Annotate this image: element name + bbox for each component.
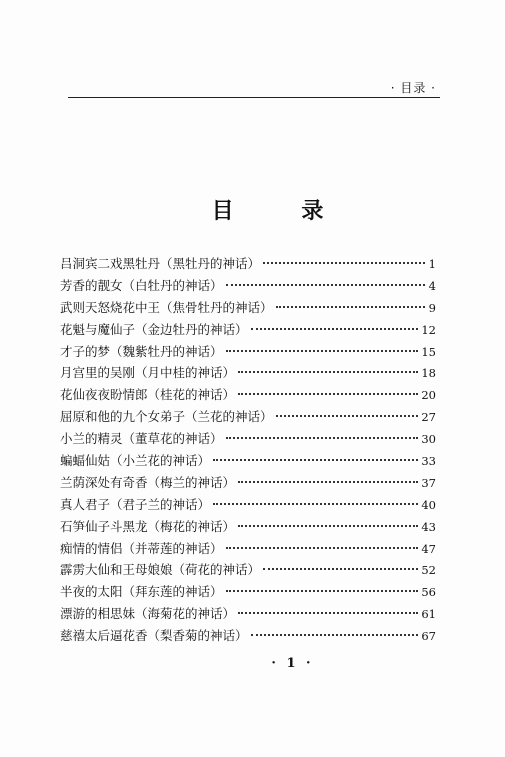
toc-entry-page: 43 xyxy=(421,519,436,534)
toc-entry-page: 9 xyxy=(428,300,436,315)
toc-entry-page: 33 xyxy=(421,454,436,469)
toc-entry-page: 4 xyxy=(428,278,436,293)
toc-entry xyxy=(60,625,436,647)
toc-entry-page: 27 xyxy=(421,410,436,425)
toc-entry xyxy=(60,362,436,384)
toc-entry xyxy=(60,603,436,625)
toc-entry-title: 痴情的情侣（并蒂莲的神话） xyxy=(60,540,223,556)
dot-leader xyxy=(226,590,419,592)
toc-entry-title: 花魁与魔仙子（金边牡丹的神话） xyxy=(60,321,248,337)
dot-leader xyxy=(276,306,425,308)
toc-entry xyxy=(60,384,436,406)
toc-entry-page: 37 xyxy=(421,475,436,490)
dot-leader xyxy=(226,437,419,439)
toc-entry xyxy=(60,253,436,275)
dot-leader xyxy=(263,568,418,570)
toc-entry xyxy=(60,516,436,538)
toc-entry-page: 67 xyxy=(421,629,436,644)
dot-leader xyxy=(226,547,419,549)
toc-entry xyxy=(60,319,436,341)
toc-list xyxy=(60,253,436,647)
dot-leader xyxy=(251,634,419,636)
toc-entry-title: 武则天怒烧花中王（焦骨牡丹的神话） xyxy=(60,299,273,315)
toc-entry-title: 吕洞宾二戏黑牡丹（黑牡丹的神话） xyxy=(60,256,261,271)
toc-entry-page: 61 xyxy=(421,607,436,622)
toc-entry-page: 20 xyxy=(421,388,436,403)
toc-entry-title: 漂游的相思妹（海菊花的神话） xyxy=(60,606,236,622)
dot-leader xyxy=(238,612,418,614)
toc-entry-page: 40 xyxy=(421,497,436,512)
toc-entry xyxy=(60,450,436,472)
toc-entry-title: 蝙蝠仙姑（小兰花的神话） xyxy=(60,453,211,469)
toc-entry xyxy=(60,472,436,494)
toc-entry-title: 芳香的靓女（白牡丹的神话） xyxy=(60,277,223,293)
page-number: · 1 · xyxy=(271,656,314,671)
toc-entry xyxy=(60,341,436,363)
toc-entry-page: 56 xyxy=(421,585,436,600)
toc-entry xyxy=(60,581,436,603)
toc-entry-title: 月宫里的吴刚（月中桂的神话） xyxy=(60,365,236,381)
dot-leader xyxy=(263,262,425,264)
running-head-title: · 目录 · xyxy=(390,81,436,95)
header-rule xyxy=(68,97,440,98)
toc-entry-title: 小兰的精灵（董草花的神话） xyxy=(60,431,223,447)
dot-leader xyxy=(238,393,418,395)
dot-leader xyxy=(226,350,419,352)
toc-entry xyxy=(60,538,436,560)
toc-entry-title: 半夜的太阳（拜东莲的神话） xyxy=(60,584,223,600)
toc-entry xyxy=(60,494,436,516)
toc-entry-title: 慈禧太后逼花香（梨香菊的神话） xyxy=(60,628,248,644)
toc-entry xyxy=(60,297,436,319)
toc-entry-title: 石笋仙子斗黑龙（梅花的神话） xyxy=(60,518,236,534)
toc-entry-title: 花仙夜夜盼情郎（桂花的神话） xyxy=(60,387,236,403)
dot-leader xyxy=(238,371,418,373)
toc-entry xyxy=(60,406,436,428)
toc-entry-page: 12 xyxy=(421,322,436,337)
dot-leader xyxy=(226,284,425,286)
toc-entry-page: 15 xyxy=(421,344,436,359)
toc-entry-title: 才子的梦（魏紫牡丹的神话） xyxy=(60,343,223,359)
toc-entry-title: 屈原和他的九个女弟子（兰花的神话） xyxy=(60,409,273,425)
dot-leader xyxy=(213,459,418,461)
toc-entry-page: 30 xyxy=(421,432,436,447)
dot-leader xyxy=(238,525,418,527)
toc-entry-page: 1 xyxy=(428,257,436,271)
dot-leader xyxy=(251,328,419,330)
dot-leader xyxy=(213,503,418,505)
toc-entry xyxy=(60,428,436,450)
toc-entry-title: 真人君子（君子兰的神话） xyxy=(60,496,211,512)
toc-entry xyxy=(60,275,436,297)
dot-leader xyxy=(276,415,419,417)
running-header xyxy=(68,79,440,99)
toc-entry-title: 兰荫深处有奇香（梅兰的神话） xyxy=(60,474,236,490)
dot-leader xyxy=(238,481,418,483)
toc-entry-title: 霹雳大仙和王母娘娘（荷花的神话） xyxy=(60,562,261,578)
toc-heading: 目 录 xyxy=(211,199,354,224)
toc-entry-page: 47 xyxy=(421,541,436,556)
toc-entry-page: 52 xyxy=(421,563,436,578)
toc-entry-page: 18 xyxy=(421,366,436,381)
toc-entry xyxy=(60,559,436,581)
